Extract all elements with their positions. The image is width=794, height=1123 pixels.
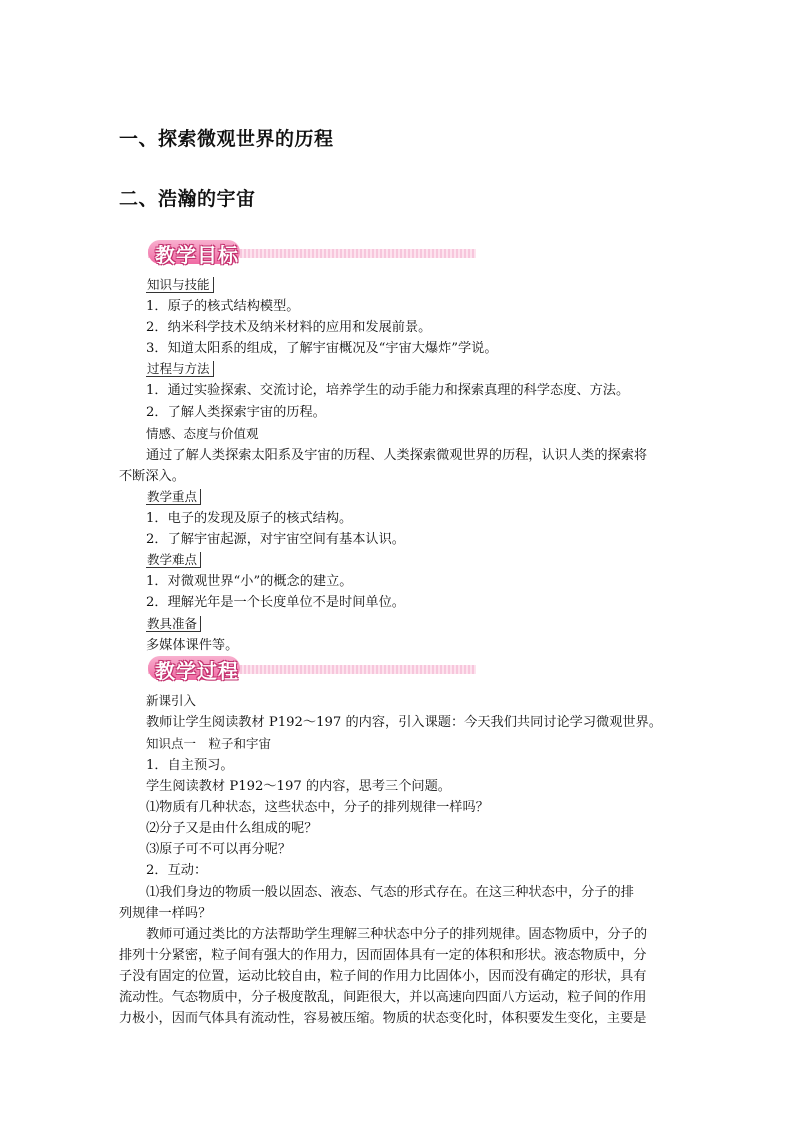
para-line-5: 力极小，因而气体具有流动性，容易被压缩。物质的状态变化时，体积要发生变化，主要是 (119, 1011, 647, 1027)
process-item-2: 2．了解人类探索宇宙的历程。 (146, 404, 326, 420)
tag-knowledge-skills: 知识与技能 (146, 277, 214, 293)
banner-label: 教学目标 (155, 243, 239, 267)
banner-label: 教学过程 (155, 659, 239, 683)
tag-process-method: 过程与方法 (146, 361, 214, 377)
q1-line-1: ⑴我们身边的物质一般以固态、液态、气态的形式存在。在这三种状态中，分子的排 (146, 884, 634, 900)
emotion-text-line-1: 通过了解人类探索太阳系及宇宙的历程、人类探索微观世界的历程，认识人类的探索将 (146, 447, 648, 463)
step-2: 2．互动： (146, 863, 208, 879)
knowledge-point-1-label: 知识点一 粒子和宇宙 (146, 735, 272, 751)
tag-difficult-points: 教学难点 (146, 552, 201, 568)
para-line-3: 子没有固定的位置，运动比较自由，粒子间的作用力比固体小，因而没有确定的形状，具有 (119, 968, 647, 984)
teaching-goals-section (119, 275, 679, 1029)
tag-key-points: 教学重点 (146, 489, 201, 505)
key-item-1: 1．电子的发现及原子的核式结构。 (146, 511, 353, 527)
intro-label: 新课引入 (146, 692, 197, 708)
banner-teaching-goals (146, 238, 476, 268)
banner-teaching-process (146, 654, 476, 684)
knowledge-item-1: 1．原子的核式结构模型。 (146, 299, 300, 315)
tools-text: 多媒体课件等。 (146, 637, 239, 653)
para-line-1: 教师可通过类比的方法帮助学生理解三种状态中分子的排列规律。固态物质中，分子的 (146, 926, 648, 942)
question-2: ⑵分子又是由什么组成的呢？ (146, 821, 318, 837)
intro-text: 教师让学生阅读教材 P192～197 的内容，引入课题：今天我们共同讨论学习微观世界。 (146, 714, 662, 730)
para-line-4: 流动性。气态物质中，分子极度散乱，间距很大，并以高速向四面八方运动，粒子间的作用 (119, 990, 647, 1005)
difficult-item-1: 1．对微观世界“小”的概念的建立。 (146, 574, 353, 590)
emotion-text-line-2: 不断深入。 (119, 468, 185, 484)
question-3: ⑶原子可不可以再分呢？ (146, 842, 292, 858)
emotion-label: 情感、态度与价值观 (146, 425, 259, 441)
knowledge-item-3: 3．知道太阳系的组成，了解宇宙概况及“宇宙大爆炸”学说。 (146, 341, 498, 357)
section-heading-2: 二、浩瀚的宇宙 (119, 188, 256, 210)
q1-line-2: 列规律一样吗？ (119, 905, 212, 921)
step-1-text: 学生阅读教材 P192～197 的内容，思考三个问题。 (146, 779, 451, 795)
tag-teaching-tools: 教具准备 (146, 616, 201, 632)
process-item-1: 1．通过实验探索、交流讨论，培养学生的动手能力和探索真理的科学态度、方法。 (146, 383, 630, 399)
para-line-2: 排列十分紧密，粒子间有强大的作用力，因而固体具有一定的体积和形状。液态物质中，分 (119, 947, 647, 963)
section-heading-1: 一、探索微观世界的历程 (119, 128, 334, 150)
question-1: ⑴物质有几种状态，这些状态中，分子的排列规律一样吗？ (146, 800, 489, 816)
difficult-item-2: 2．理解光年是一个长度单位不是时间单位。 (146, 595, 405, 611)
knowledge-item-2: 2．纳米科学技术及纳米材料的应用和发展前景。 (146, 320, 432, 336)
step-1: 1．自主预习。 (146, 757, 234, 773)
key-item-2: 2．了解宇宙起源，对宇宙空间有基本认识。 (146, 532, 405, 548)
